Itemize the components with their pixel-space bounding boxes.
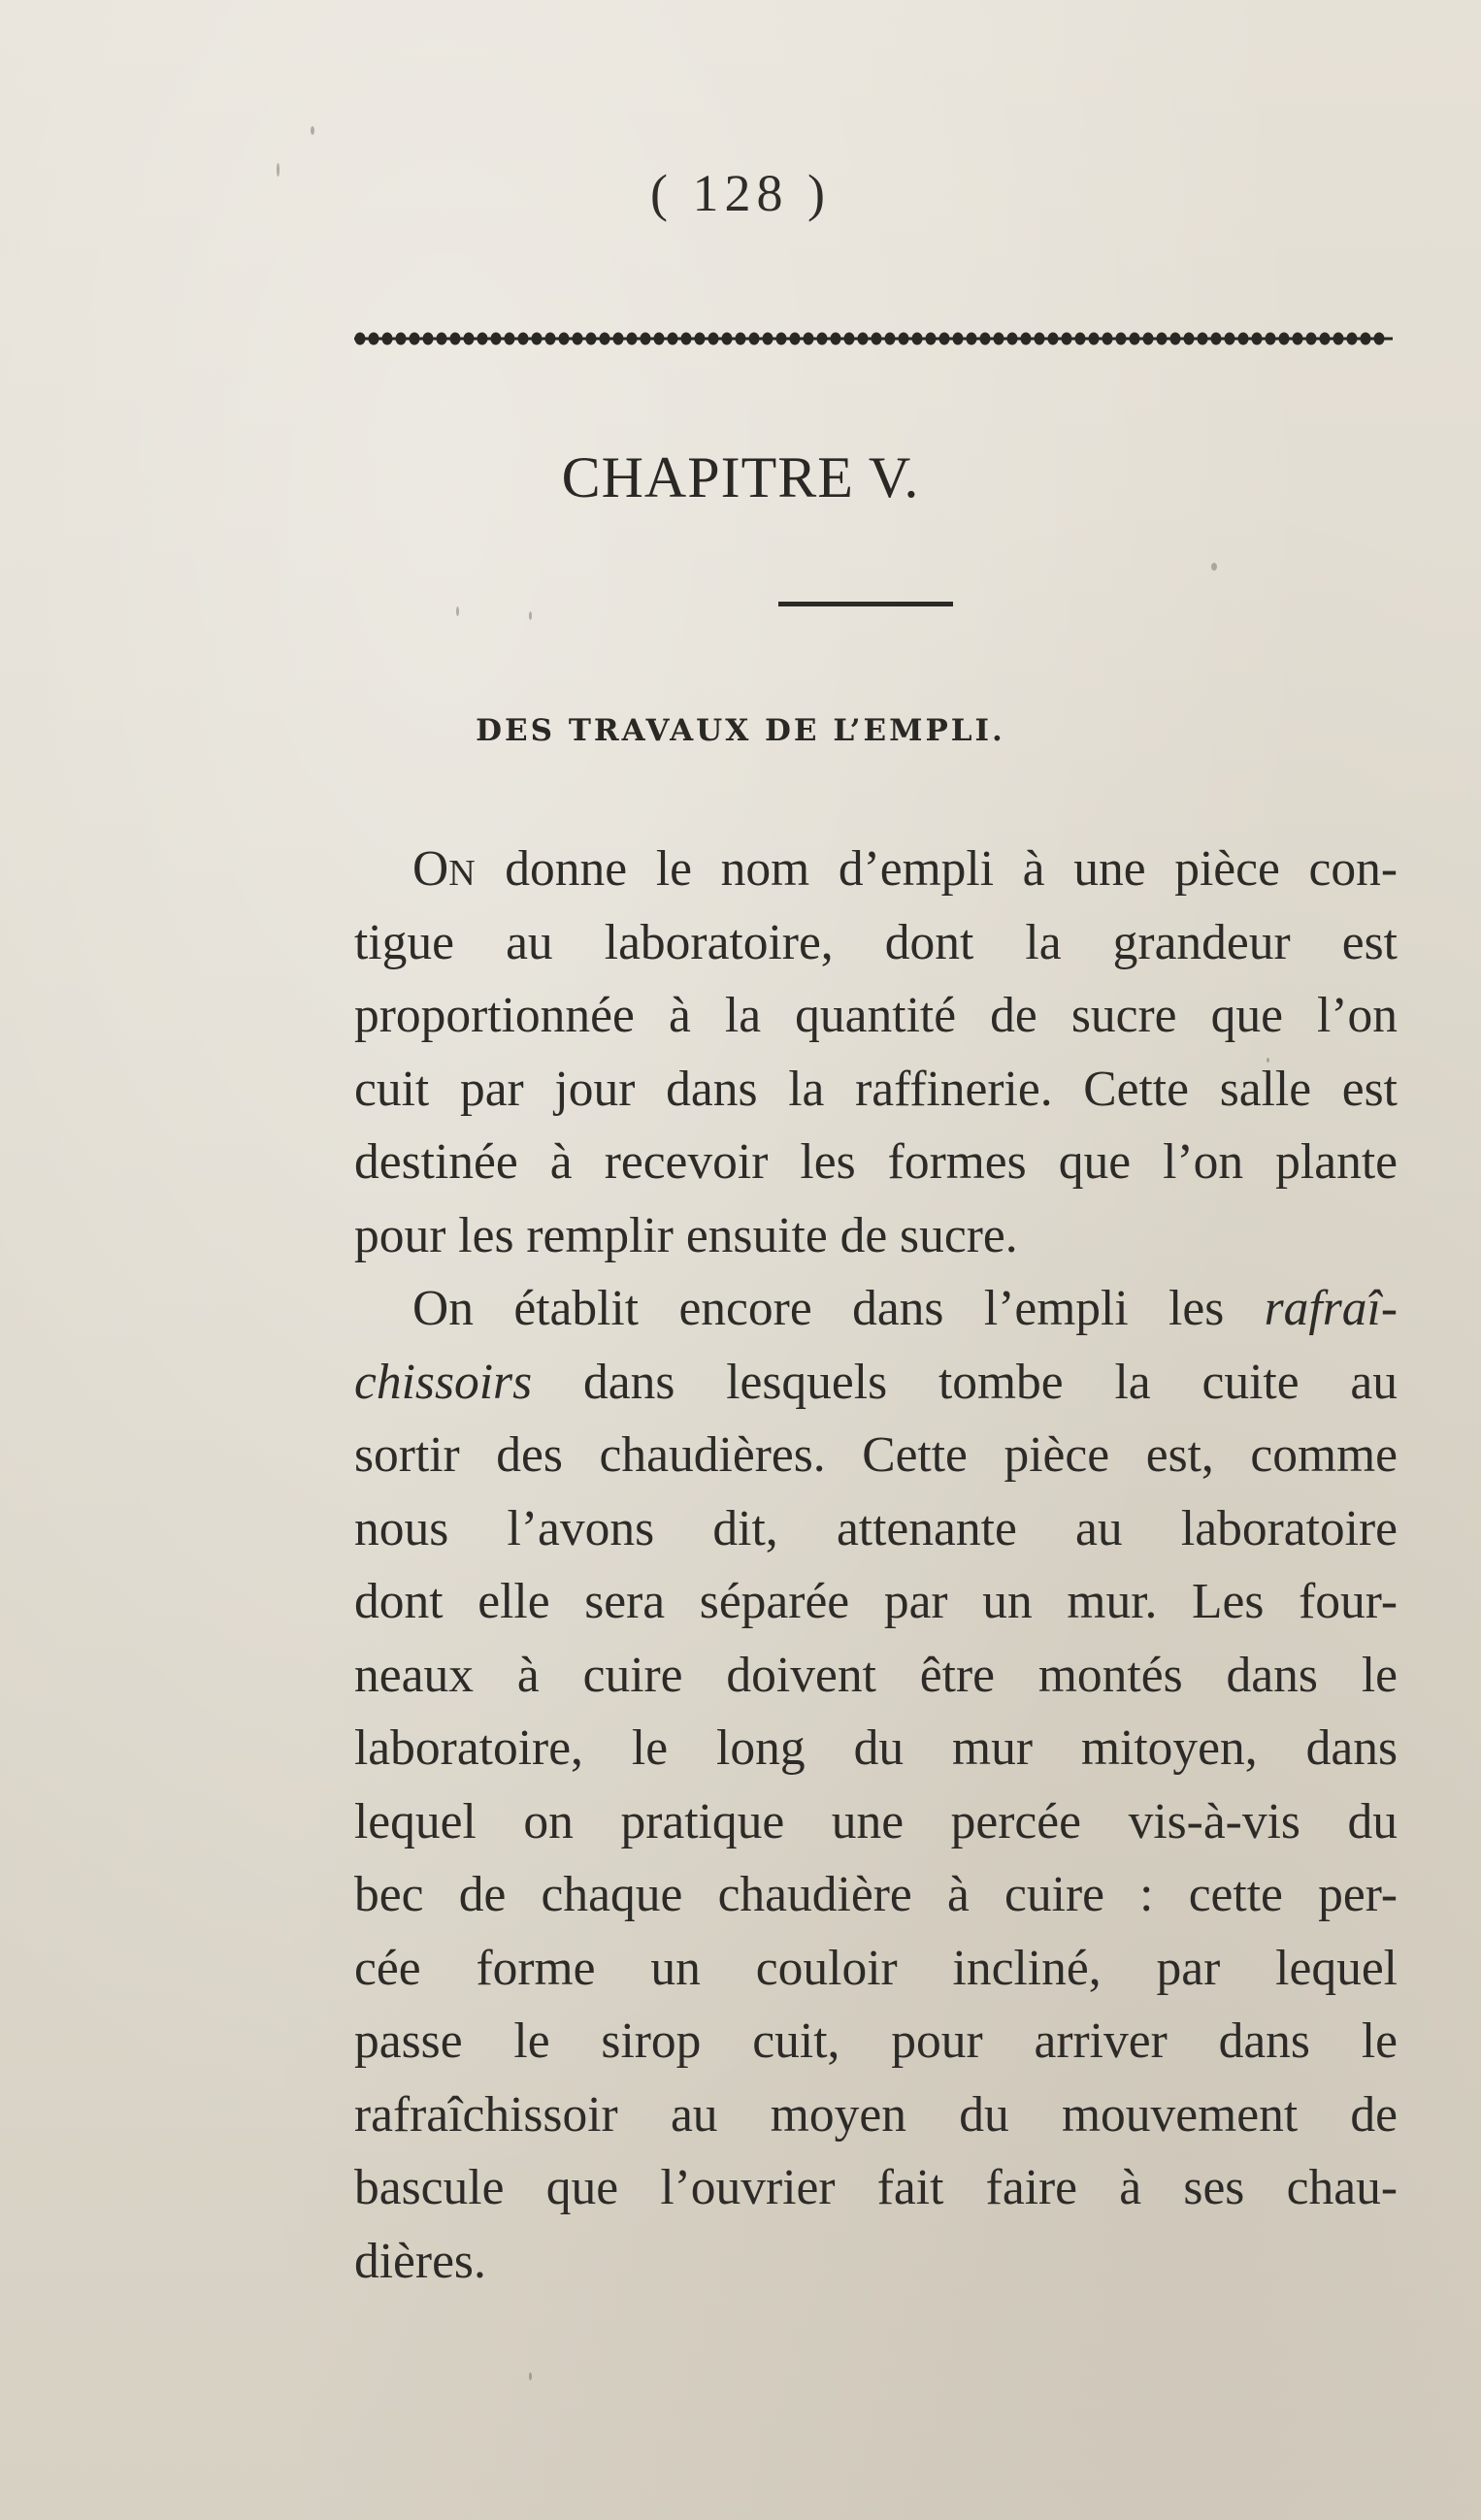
text-line: destinée à recevoir les formes que l’on plante [354, 1134, 1398, 1190]
ornament-bead [1170, 333, 1181, 345]
ornament-bead [939, 333, 950, 345]
ornament-bead [1225, 333, 1235, 345]
ornament-bead [1374, 333, 1385, 345]
text-line [354, 1346, 1398, 1420]
ornament-bead [369, 333, 379, 345]
ornament-bead [899, 333, 909, 345]
ornament-bead [600, 333, 610, 345]
ornament-bead [804, 333, 814, 345]
ornament-bead [1320, 333, 1331, 345]
ornament-bead [695, 333, 706, 345]
ornament-bead [885, 333, 896, 345]
ornament-bead [1089, 333, 1100, 345]
ornament-bead [1116, 333, 1127, 345]
ornament-bead [505, 333, 515, 345]
ornament-bead [681, 333, 692, 345]
ornament-bead [491, 333, 502, 345]
ornament-bead [994, 333, 1004, 345]
ornamental-rule-graphic [354, 328, 1393, 349]
ornament-bead [1157, 333, 1168, 345]
ornament-bead [926, 333, 937, 345]
ornament-bead [1252, 333, 1263, 345]
text-line [354, 833, 1398, 906]
ornament-bead [1130, 333, 1140, 345]
text-line: passe le sirop cuit, pour arriver dans le [354, 2013, 1398, 2069]
ornament-bead [450, 333, 461, 345]
ornament-bead [382, 333, 393, 345]
ornament-bead [1062, 333, 1072, 345]
ornament-bead [722, 333, 733, 345]
ornament-bead [396, 333, 407, 345]
paper-speck [529, 611, 532, 620]
ornament-bead [790, 333, 801, 345]
section-title: DES TRAVAUX DE L’EMPLI. [476, 713, 1005, 748]
italic-term: rafraî- [1264, 1281, 1398, 1336]
text-line: cuit par jour dans la raffinerie. Cette salle est [354, 1061, 1398, 1117]
ornamental-rule [354, 328, 1393, 349]
text-line: bascule que l’ouvrier fait faire à ses chau- [354, 2160, 1398, 2215]
ornament-bead [844, 333, 855, 345]
ornament-bead [641, 333, 651, 345]
ornament-bead [1143, 333, 1154, 345]
text-line: neaux à cuire doivent être montés dans le [354, 1647, 1398, 1703]
page-number: ( 128 ) [650, 164, 831, 222]
text-line: tigue au laboratoire, dont la grandeur est [354, 914, 1398, 970]
ornament-bead [532, 333, 543, 345]
ornament-bead [831, 333, 841, 345]
line-text: donne le nom d’empli à une pièce con- [476, 841, 1398, 897]
text-line: cée forme un couloir incliné, par lequel [354, 1940, 1398, 1996]
chapter-title: CHAPITRE V. [561, 445, 920, 509]
ornament-bead [967, 333, 977, 345]
ornament-bead [423, 333, 434, 345]
text-line: rafraîchissoir au moyen du mouvement de [354, 2086, 1398, 2143]
text-line: bec de chaque chaudière à cuire : cette per- [354, 1867, 1398, 1922]
ornament-bead [1306, 333, 1317, 345]
ornament-bead [410, 333, 420, 345]
paper-speck [1211, 563, 1217, 571]
ornament-bead [437, 333, 447, 345]
ornament-bead [763, 333, 773, 345]
text-line: sortir des chaudières. Cette pièce est, comme [354, 1427, 1398, 1483]
ornament-bead [817, 333, 828, 345]
ornament-bead [1279, 333, 1290, 345]
ornament-bead [586, 333, 597, 345]
ornament-bead [464, 333, 475, 345]
ornament-bead [953, 333, 964, 345]
italic-term: chissoirs [354, 1354, 533, 1410]
text-line [354, 1272, 1398, 1346]
ornament-bead [708, 333, 719, 345]
lead-smallcap: N [448, 853, 477, 894]
ornament-bead [1361, 333, 1371, 345]
ornament-bead [1211, 333, 1222, 345]
text-line: lequel on pratique une percée vis-à-vis du [354, 1793, 1398, 1849]
ornament-bead [559, 333, 570, 345]
text-line: proportionnée à la quantité de sucre que l’on [354, 988, 1398, 1043]
ornament-bead [654, 333, 665, 345]
ornament-bead [1198, 333, 1208, 345]
text-line: pour les remplir ensuite de sucre. [354, 1207, 1018, 1263]
text-line: laboratoire, le long du mur mitoyen, dans [354, 1720, 1398, 1776]
ornament-bead [1347, 333, 1358, 345]
ornament-bead [736, 333, 746, 345]
ornament-bead [1184, 333, 1195, 345]
ornament-bead [1333, 333, 1344, 345]
text-line: nous l’avons dit, attenante au laboratoire [354, 1500, 1398, 1556]
ornament-bead [1238, 333, 1249, 345]
paper-speck [311, 126, 314, 135]
ornament-bead [1103, 333, 1113, 345]
paper-speck [456, 606, 459, 616]
ornament-bead [1266, 333, 1276, 345]
ornament-bead [980, 333, 991, 345]
ornament-bead [573, 333, 583, 345]
ornament-bead [1021, 333, 1032, 345]
ornament-bead [1293, 333, 1303, 345]
ornament-bead [858, 333, 869, 345]
ornament-bead [776, 333, 787, 345]
ornament-bead [1007, 333, 1018, 345]
ornament-bead [749, 333, 760, 345]
chapter-rule [778, 602, 953, 606]
ornament-bead [613, 333, 624, 345]
ornament-bead [872, 333, 882, 345]
ornament-bead [668, 333, 678, 345]
text-line: dont elle sera séparée par un mur. Les four- [354, 1574, 1398, 1629]
ornament-bead [545, 333, 556, 345]
ornament-bead [912, 333, 923, 345]
body-text [354, 833, 1398, 2298]
ornament-bead [627, 333, 638, 345]
line-text: On établit encore dans l’empli les [412, 1281, 1265, 1336]
ornament-bead [1075, 333, 1086, 345]
ornament-bead [1048, 333, 1059, 345]
ornament-bead [355, 333, 366, 345]
ornament-bead [1035, 333, 1045, 345]
ornament-bead [518, 333, 529, 345]
paper-speck [529, 2373, 532, 2380]
lead-initial: O [412, 841, 449, 897]
ornament-bead [477, 333, 488, 345]
text-line: dières. [354, 2233, 486, 2289]
line-text: dans lesquels tombe la cuite au [532, 1354, 1398, 1410]
